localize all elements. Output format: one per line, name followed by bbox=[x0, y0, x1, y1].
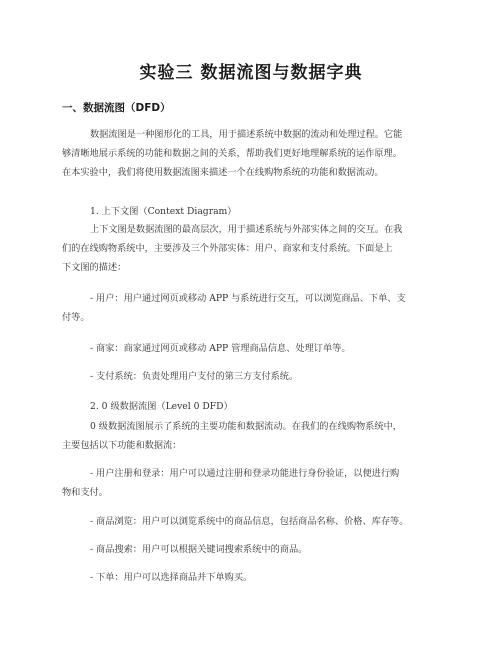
context-line-1: 上下文图是数据流图的最高层次，用于描述系统与外部实体之间的交互。在我 bbox=[90, 224, 403, 235]
level0-item-browse bbox=[62, 512, 444, 531]
context-line-3: 下文图的描述： bbox=[62, 262, 127, 273]
intro-paragraph bbox=[62, 125, 444, 182]
context-item-merchant bbox=[62, 339, 444, 358]
level0-item-search bbox=[62, 540, 444, 559]
context-item-payment bbox=[62, 367, 444, 386]
intro-line-1: 数据流图是一种图形化的工具，用于描述系统中数据的流动和处理过程。它能 bbox=[90, 129, 403, 140]
context-line-2: 们的在线购物系统中，主要涉及三个外部实体：用户、商家和支付系统。下面是上 bbox=[62, 243, 393, 254]
context-item-user bbox=[62, 289, 444, 327]
item-line: 物和支付。 bbox=[62, 487, 108, 498]
section-heading-dfd: 一、数据流图（DFD） bbox=[62, 102, 171, 114]
level0-item-order bbox=[62, 568, 444, 587]
subsection-heading-context: 1. 上下文图（Context Diagram） bbox=[90, 206, 237, 217]
item-line: - 商品搜索：用户可以根据关键词搜索系统中的商品。 bbox=[90, 544, 308, 555]
item-line: - 用户：用户通过网页或移动 APP 与系统进行交互，可以浏览商品、下单、支 bbox=[90, 293, 406, 304]
item-line: - 商家：商家通过网页或移动 APP 管理商品信息、处理订单等。 bbox=[90, 343, 351, 354]
intro-line-3: 在本实验中，我们将使用数据流图来描述一个在线购物系统的功能和数据流动。 bbox=[62, 167, 384, 178]
intro-line-2: 够清晰地展示系统的功能和数据之间的关系，帮助我们更好地理解系统的运作原理。 bbox=[62, 148, 402, 159]
subsection-heading-level0: 2. 0 级数据流图（Level 0 DFD） bbox=[90, 401, 233, 412]
item-line: - 支付系统：负责处理用户支付的第三方支付系统。 bbox=[90, 371, 299, 382]
item-line: - 下单：用户可以选择商品并下单购买。 bbox=[90, 572, 253, 583]
level0-paragraph bbox=[62, 417, 444, 455]
level0-item-register bbox=[62, 464, 444, 502]
item-line: - 商品浏览：用户可以浏览系统中的商品信息，包括商品名称、价格、库存等。 bbox=[90, 516, 409, 527]
document-title: 实验三 数据流图与数据字典 bbox=[139, 63, 363, 83]
item-line: - 用户注册和登录：用户可以通过注册和登录功能进行身份验证，以便进行购 bbox=[90, 468, 400, 479]
level0-line-1: 0 级数据流图展示了系统的主要功能和数据流动。在我们的在线购物系统中， bbox=[90, 421, 402, 432]
context-paragraph bbox=[62, 220, 444, 277]
level0-line-2: 主要包括以下功能和数据流： bbox=[62, 440, 182, 451]
item-line: 付等。 bbox=[62, 312, 90, 323]
